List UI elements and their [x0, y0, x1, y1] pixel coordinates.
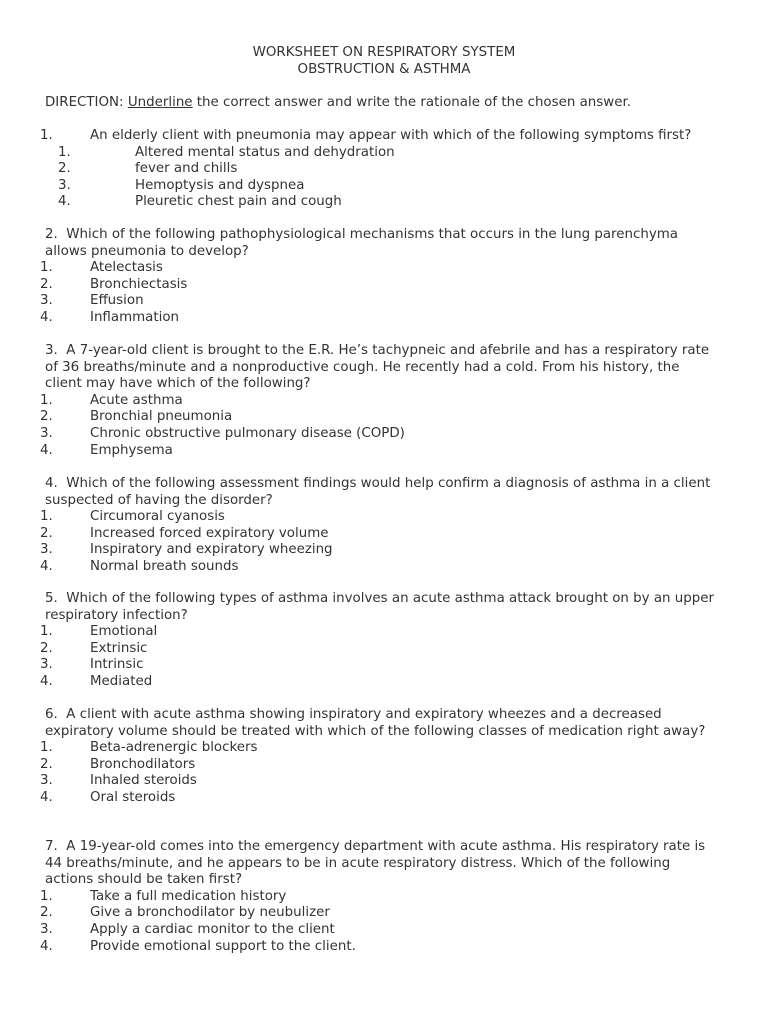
direction-prefix: DIRECTION: [45, 95, 128, 110]
option-number: 2. [40, 409, 53, 425]
question-number: 1. [40, 128, 53, 143]
page-subtitle: OBSTRUCTION & ASTHMA [297, 61, 471, 77]
option-number: 1. [40, 509, 53, 525]
option-item[interactable] [0, 393, 768, 410]
question-stem: 7. A 19-year-old comes into the emergency department with acute asthma. His respiratory rate is 44 breaths/minute, and he appears to be in acute respiratory distress. Which of the following actions should be taken first? [45, 839, 710, 888]
option-text: Bronchial pneumonia [90, 409, 233, 425]
question-5 [0, 591, 768, 691]
option-item[interactable] [0, 443, 768, 460]
option-item[interactable] [0, 757, 768, 774]
option-number: 3. [58, 177, 71, 193]
option-text: Give a bronchodilator by neubulizer [90, 905, 330, 921]
option-number: 2. [40, 525, 53, 541]
option-item[interactable] [0, 194, 768, 211]
direction-underlined-word: Underline [127, 95, 193, 110]
option-item[interactable] [0, 161, 768, 178]
option-number: 4. [40, 309, 53, 325]
option-text: Effusion [90, 293, 144, 309]
option-text: Take a full medication history [90, 888, 287, 904]
option-number: 1. [40, 260, 53, 276]
option-number: 1. [58, 144, 71, 160]
option-item[interactable] [0, 790, 768, 807]
option-number: 3. [40, 657, 53, 673]
question-7 [0, 839, 768, 955]
option-item[interactable] [0, 542, 768, 559]
option-text: Extrinsic [90, 640, 148, 656]
option-text: Chronic obstructive pulmonary disease (COPD) [90, 425, 405, 441]
option-number: 4. [40, 938, 53, 954]
option-number: 3. [40, 293, 53, 309]
option-list [0, 624, 768, 690]
question-stem: 2. Which of the following pathophysiological mechanisms that occurs in the lung parenchyma allows pneumonia to develop? [45, 227, 683, 259]
option-text: Provide emotional support to the client. [90, 938, 356, 954]
option-text: Apply a cardiac monitor to the client [90, 921, 335, 937]
title-block [0, 45, 768, 78]
option-text: Pleuretic chest pain and cough [135, 194, 342, 210]
question-1 [0, 128, 768, 211]
option-list [0, 145, 768, 211]
option-text: Inflammation [90, 309, 180, 325]
option-item[interactable] [0, 905, 768, 922]
option-item[interactable] [0, 145, 768, 162]
option-text: Bronchodilators [90, 756, 196, 772]
option-number: 3. [40, 542, 53, 558]
option-item[interactable] [0, 260, 768, 277]
option-text: Inhaled steroids [90, 773, 197, 789]
option-item[interactable] [0, 773, 768, 790]
option-number: 3. [40, 921, 53, 937]
option-item[interactable] [0, 526, 768, 543]
option-text: Mediated [90, 673, 153, 689]
option-item[interactable] [0, 624, 768, 641]
question-stem: 5. Which of the following types of asthma involves an acute asthma attack brought on by an upper respiratory infection? [45, 591, 719, 623]
option-item[interactable] [0, 409, 768, 426]
option-text: Bronchiectasis [90, 276, 188, 292]
option-number: 4. [40, 558, 53, 574]
option-item[interactable] [0, 889, 768, 906]
option-number: 2. [40, 756, 53, 772]
direction-suffix: the correct answer and write the rationale of the chosen answer. [192, 95, 631, 110]
direction-text [45, 95, 631, 112]
option-item[interactable] [0, 178, 768, 195]
option-number: 1. [40, 888, 53, 904]
option-text: Increased forced expiratory volume [90, 525, 329, 541]
option-text: Oral steroids [90, 789, 176, 805]
option-list [0, 509, 768, 575]
option-item[interactable] [0, 310, 768, 327]
question-stem: 3. A 7-year-old client is brought to the E.R. He’s tachypneic and afebrile and has a respiratory rate of 36 breaths/minute and a nonproductive cough. He recently had a cold. From his history, the client may have which of the following? [45, 343, 714, 392]
option-item[interactable] [0, 293, 768, 310]
question-3 [0, 343, 768, 459]
question-4 [0, 476, 768, 576]
option-number: 1. [40, 392, 53, 408]
option-list [0, 260, 768, 326]
question-6 [0, 707, 768, 807]
question-stem: 6. A client with acute asthma showing inspiratory and expiratory wheezes and a decreased expiratory volume should be treated with which of the following classes of medication right away? [45, 707, 706, 739]
option-text: fever and chills [135, 161, 238, 177]
option-item[interactable] [0, 277, 768, 294]
option-list [0, 740, 768, 806]
option-text: Emphysema [90, 442, 173, 458]
option-text: Hemoptysis and dyspnea [135, 177, 305, 193]
option-text: Acute asthma [90, 392, 183, 408]
option-number: 3. [40, 773, 53, 789]
option-item[interactable] [0, 641, 768, 658]
option-item[interactable] [0, 426, 768, 443]
option-number: 4. [40, 442, 53, 458]
option-text: Altered mental status and dehydration [135, 144, 395, 160]
option-item[interactable] [0, 657, 768, 674]
option-number: 1. [40, 624, 53, 640]
option-item[interactable] [0, 559, 768, 576]
option-number: 2. [58, 161, 71, 177]
page-title: WORKSHEET ON RESPIRATORY SYSTEM [252, 45, 516, 60]
option-number: 4. [58, 194, 71, 210]
question-stem: 4. Which of the following assessment findings would help confirm a diagnosis of asthma in a client suspected of having the disorder? [45, 476, 715, 508]
option-text: Circumoral cyanosis [90, 509, 225, 525]
option-number: 4. [40, 789, 53, 805]
option-number: 1. [40, 740, 53, 756]
option-text: Normal breath sounds [90, 558, 239, 574]
question-stem [0, 128, 768, 145]
option-text: Emotional [90, 624, 158, 640]
option-item[interactable] [0, 674, 768, 691]
option-item[interactable] [0, 939, 768, 956]
option-text: Intrinsic [90, 657, 144, 673]
option-item[interactable] [0, 922, 768, 939]
option-list [0, 889, 768, 955]
option-item[interactable] [0, 509, 768, 526]
option-number: 2. [40, 640, 53, 656]
option-list [0, 393, 768, 459]
option-number: 2. [40, 276, 53, 292]
option-text: Inspiratory and expiratory wheezing [90, 542, 333, 558]
option-number: 2. [40, 905, 53, 921]
option-number: 3. [40, 425, 53, 441]
option-text: Beta-adrenergic blockers [90, 740, 258, 756]
question-text: An elderly client with pneumonia may appear with which of the following symptoms first? [90, 128, 692, 143]
option-number: 4. [40, 673, 53, 689]
question-2 [0, 227, 768, 327]
option-text: Atelectasis [90, 260, 163, 276]
option-item[interactable] [0, 740, 768, 757]
